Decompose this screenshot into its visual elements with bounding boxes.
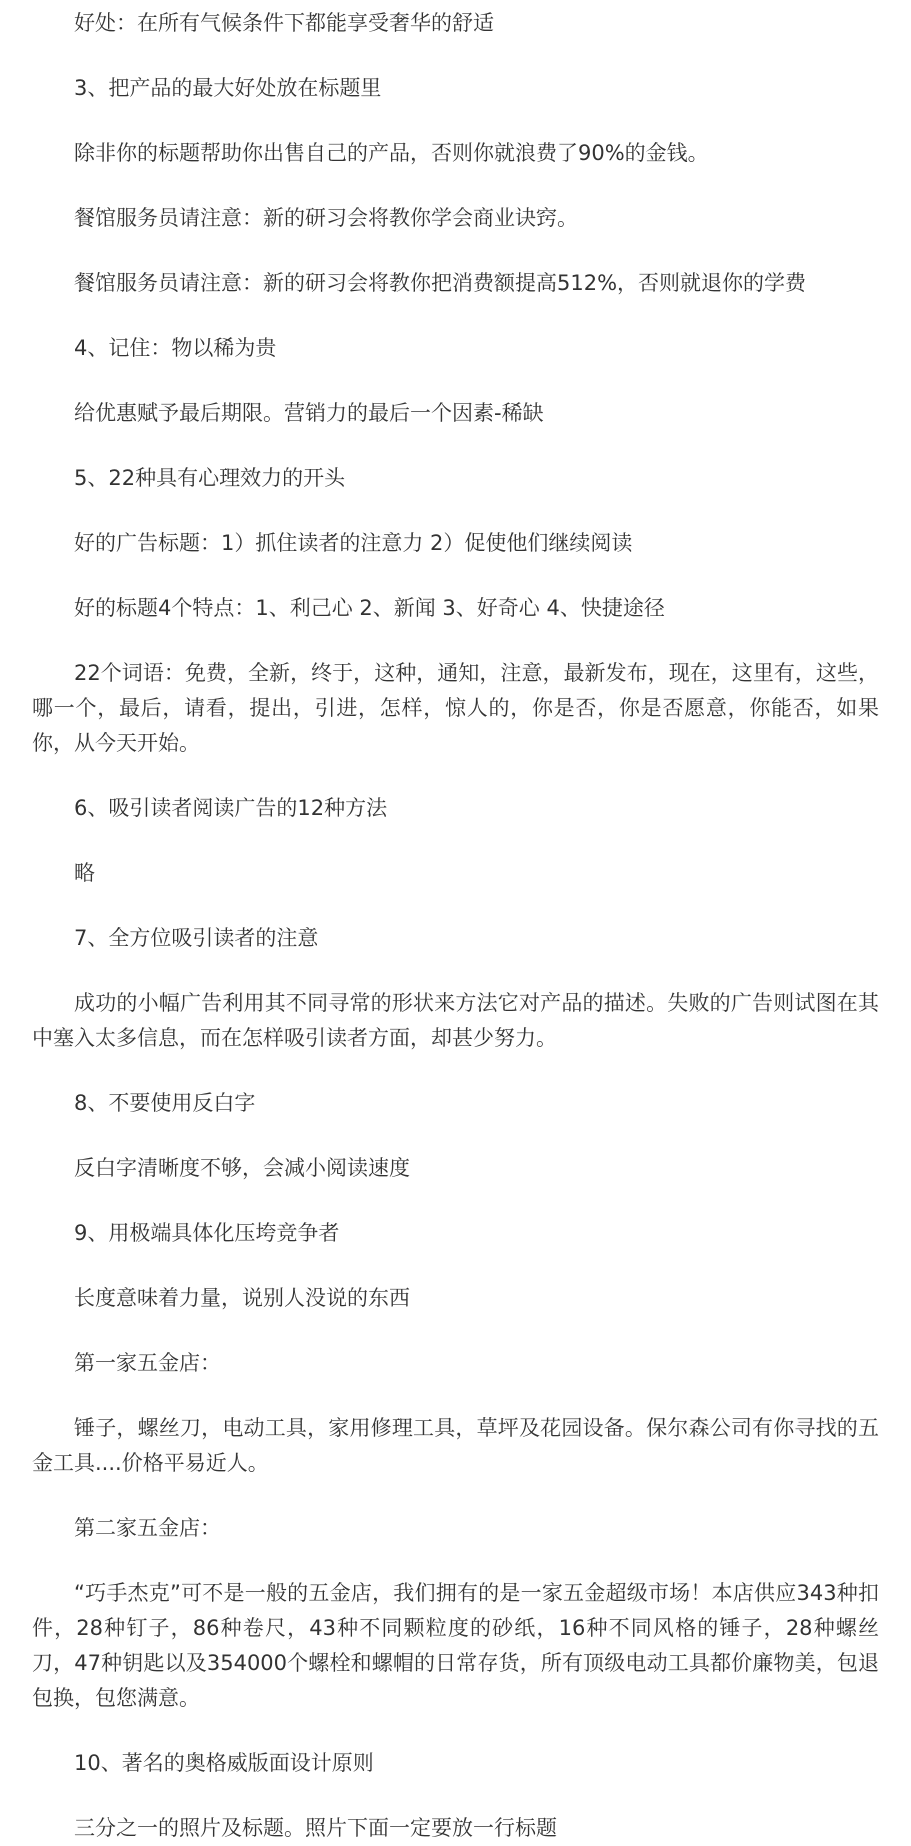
heading-7-attract-attention: 7、全方位吸引读者的注意 [74,926,319,950]
paragraph-omitted: 略 [74,861,95,885]
paragraph-headline-4-traits: 好的标题4个特点：1、利己心 2、新闻 3、好奇心 4、快捷途径 [74,596,665,620]
paragraph-hardware-store-1-text: 锤子，螺丝刀，电动工具，家用修理工具，草坪及花园设备。保尔森公司有你寻找的五金工具....价格平易近人。 [32,1416,879,1475]
paragraph-benefit-luxury: 好处：在所有气候条件下都能享受奢华的舒适 [74,11,494,35]
paragraph-reverse-text: 反白字清晰度不够，会减小阅读速度 [74,1156,410,1180]
heading-3-biggest-benefit-in-headline: 3、把产品的最大好处放在标题里 [74,76,382,100]
paragraph-deadline-scarcity: 给优惠赋予最后期限。营销力的最后一个因素-稀缺 [74,401,544,425]
paragraph-hardware-store-2-text: “巧手杰克”可不是一般的五金店，我们拥有的是一家五金超级市场！本店供应343种扣件，28种钉子，86种卷尺，43种不同颗粒度的砂纸，16种不同风格的锤子，28种螺丝刀，47种钥匙以及354000个螺栓和螺帽的日常存货，所有顶级电动工具都价廉物美，包退包换，包您满意。 [32,1581,879,1710]
heading-8-no-reverse-text: 8、不要使用反白字 [74,1091,256,1115]
paragraph-hardware-store-2-label: 第二家五金店： [74,1516,221,1540]
paragraph-headline-waste-money: 除非你的标题帮助你出售自己的产品，否则你就浪费了90%的金钱。 [74,141,709,165]
paragraph-waiter-example-2: 餐馆服务员请注意：新的研习会将教你把消费额提高512%，否则就退你的学费 [74,271,807,295]
heading-6-12-methods: 6、吸引读者阅读广告的12种方法 [74,796,388,820]
heading-10-ogilvy-layout: 10、著名的奥格威版面设计原则 [74,1751,374,1775]
heading-5-22-openers: 5、22种具有心理效力的开头 [74,466,346,490]
heading-4-scarcity: 4、记住：物以稀为贵 [74,336,277,360]
paragraph-22-words: 22个词语：免费，全新，终于，这种，通知，注意，最新发布，现在，这里有，这些，哪一个，最后，请看，提出，引进，怎样，惊人的，你是否，你是否愿意，你能否，如果你，从今天开始。 [32,661,879,755]
paragraph-good-headline: 好的广告标题：1）抓住读者的注意力 2）促使他们继续阅读 [74,531,633,555]
paragraph-small-ads: 成功的小幅广告利用其不同寻常的形状来方法它对产品的描述。失败的广告则试图在其中塞入太多信息，而在怎样吸引读者方面，却甚少努力。 [32,991,879,1050]
paragraph-waiter-example-1: 餐馆服务员请注意：新的研习会将教你学会商业诀窍。 [74,206,578,230]
paragraph-length-power: 长度意味着力量，说别人没说的东西 [74,1286,410,1310]
heading-9-specificity: 9、用极端具体化压垮竞争者 [74,1221,340,1245]
paragraph-hardware-store-1-label: 第一家五金店： [74,1351,221,1375]
paragraph-photo-caption: 三分之一的照片及标题。照片下面一定要放一行标题 [74,1816,557,1840]
